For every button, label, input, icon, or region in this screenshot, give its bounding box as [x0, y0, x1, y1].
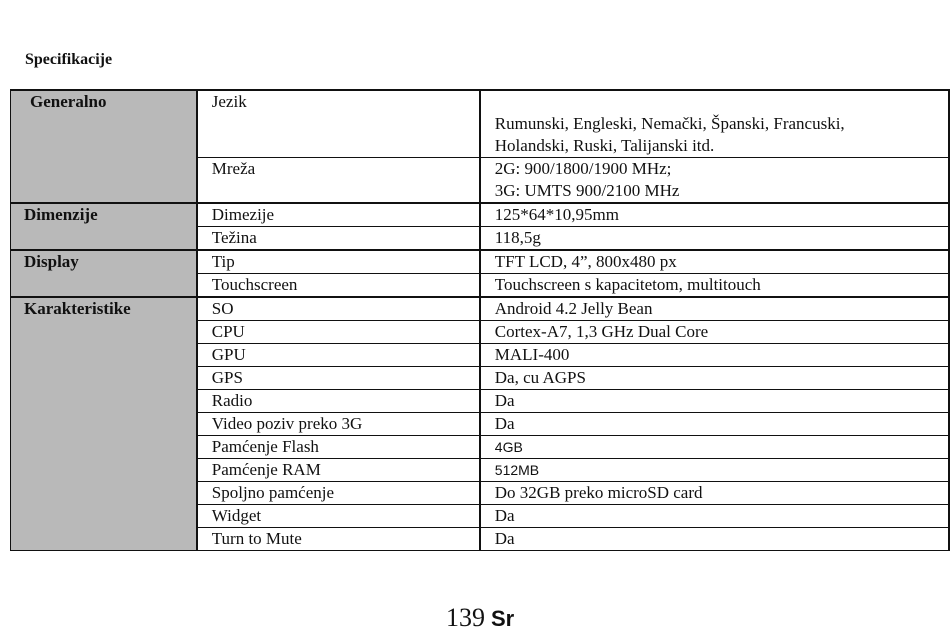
spec-value-line: Da [494, 391, 515, 410]
spec-value [480, 459, 949, 482]
spec-label: Touchscreen [197, 274, 480, 298]
spec-label: Pamćenje RAM [197, 459, 480, 482]
spec-category: Display [11, 250, 197, 297]
spec-row [11, 250, 950, 274]
spec-value-line: Touchscreen s kapacitetom, multitouch [494, 275, 761, 294]
spec-value [480, 390, 949, 413]
spec-value [480, 250, 949, 274]
spec-value [480, 274, 949, 298]
spec-value [480, 528, 949, 551]
spec-value-line: Cortex-A7, 1,3 GHz Dual Core [494, 322, 709, 341]
spec-value-line: 4GB [494, 439, 523, 455]
spec-value-line: 118,5g [494, 228, 541, 247]
spec-label: Pamćenje Flash [197, 436, 480, 459]
spec-value [480, 344, 949, 367]
spec-value-line [495, 91, 934, 113]
spec-label: GPS [197, 367, 480, 390]
spec-label: Jezik [197, 90, 480, 158]
specifications-table [10, 89, 950, 551]
language-code: Sr [491, 606, 515, 631]
spec-category: Dimenzije [11, 203, 197, 250]
spec-label: Težina [197, 227, 480, 251]
spec-row [11, 203, 950, 227]
spec-value-line: TFT LCD, 4”, 800x480 px [494, 252, 677, 271]
spec-value [480, 90, 949, 158]
spec-value [480, 158, 949, 204]
spec-label: Spoljno pamćenje [197, 482, 480, 505]
spec-label: Tip [197, 250, 480, 274]
spec-value [480, 227, 949, 251]
spec-value-line: MALI-400 [494, 345, 570, 364]
spec-label: Dimezije [197, 203, 480, 227]
spec-value-line: Da, cu AGPS [494, 368, 586, 387]
spec-value-line: Da [494, 529, 515, 548]
spec-value [480, 321, 949, 344]
spec-label: Widget [197, 505, 480, 528]
spec-value-line: Holandski, Ruski, Talijanski itd. [494, 136, 715, 155]
spec-value [480, 413, 949, 436]
spec-value-line: Da [494, 506, 515, 525]
spec-label: GPU [197, 344, 480, 367]
spec-value-line: Do 32GB preko microSD card [494, 483, 703, 502]
spec-value-line: Android 4.2 Jelly Bean [494, 299, 653, 318]
spec-value [480, 367, 949, 390]
spec-label: Radio [197, 390, 480, 413]
spec-category: Karakteristike [11, 297, 197, 551]
spec-value-line: Rumunski, Engleski, Nemački, Španski, Francuski, [494, 114, 845, 133]
spec-value-line: 2G: 900/1800/1900 MHz; [494, 159, 672, 178]
spec-value [480, 297, 949, 321]
spec-value-line: 125*64*10,95mm [494, 205, 619, 224]
page-title: Specifikacije [25, 51, 113, 68]
spec-label: SO [197, 297, 480, 321]
spec-label: Mreža [197, 158, 480, 204]
page-number: 139 [446, 603, 485, 632]
spec-value [480, 436, 949, 459]
spec-row [11, 90, 950, 158]
spec-value-line: 3G: UMTS 900/2100 MHz [494, 181, 680, 200]
spec-value [480, 482, 949, 505]
spec-row [11, 297, 950, 321]
spec-label: Video poziv preko 3G [197, 413, 480, 436]
spec-label: CPU [197, 321, 480, 344]
spec-value [480, 203, 949, 227]
spec-value-line: 512MB [494, 462, 540, 478]
spec-label: Turn to Mute [197, 528, 480, 551]
spec-value-line: Da [494, 414, 515, 433]
page-footer [446, 603, 514, 633]
spec-category: Generalno [11, 90, 197, 203]
spec-value [480, 505, 949, 528]
